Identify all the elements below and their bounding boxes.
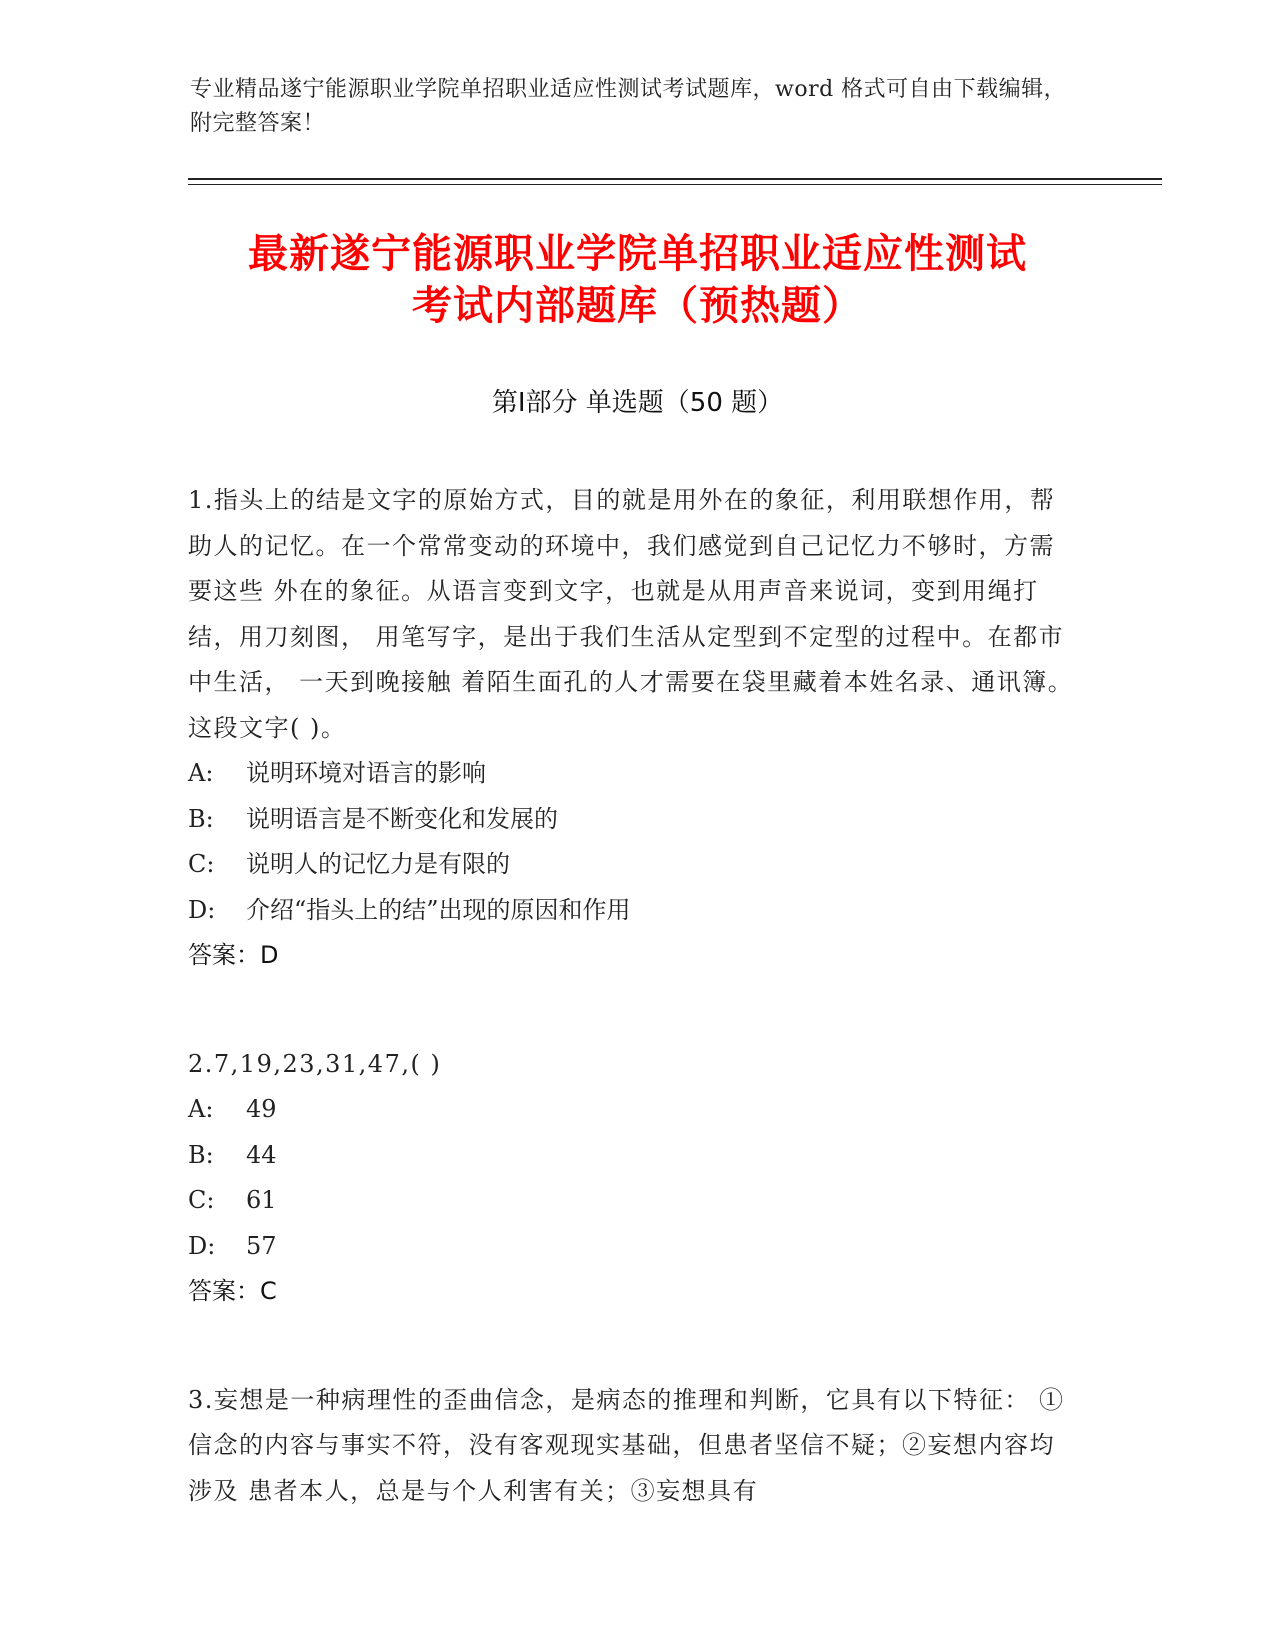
option-c [188, 842, 1078, 888]
option-b [188, 1133, 1078, 1179]
option-text: 49 [246, 1095, 277, 1123]
option-text: 57 [246, 1231, 277, 1260]
option-key: D: [188, 895, 216, 924]
option-key: A: [188, 759, 214, 787]
option-key: D: [188, 1231, 216, 1260]
option-text: 说明语言是不断变化和发展的 [246, 804, 558, 833]
title-line-1: 最新遂宁能源职业学院单招职业适应性测试 [248, 231, 1027, 277]
question-list [188, 478, 1078, 1514]
option-text: 介绍“指头上的结”出现的原因和作用 [246, 895, 631, 924]
option-key: C: [188, 850, 215, 878]
option-b [188, 797, 1078, 843]
option-text: 说明环境对语言的影响 [246, 759, 486, 787]
question-stem: 1.指头上的结是文字的原始方式，目的就是用外在的象征，利用联想作用，帮 助人的记忆。在一个常常变动的环境中，我们感觉到自己记忆力不够时，方需要这些 外在的象征。从语言变到文字，也就是从用声音来说词，变到用绳打结，用刀刻图， 用笔写字，是出于我们生活从定型到不定型的过程中。在都市中生活， 一天到晚接触 着陌生面孔的人才需要在袋里藏着本姓名录、通讯簿。这段文字( )。 [188, 486, 1074, 742]
question-stem: 2.7,19,23,31,47,( ) [188, 1049, 442, 1078]
option-text: 44 [246, 1140, 277, 1169]
option-text: 说明人的记忆力是有限的 [246, 850, 510, 878]
option-key: B: [188, 804, 214, 833]
option-d [188, 1224, 1078, 1270]
header-note: 专业精品遂宁能源职业学院单招职业适应性测试考试题库，word 格式可自由下载编辑，附完整答案！ [190, 77, 1067, 136]
option-d [188, 888, 1078, 934]
header-rule-thin [188, 184, 1162, 185]
question-3 [188, 1378, 1078, 1515]
question-spacer [188, 1315, 1078, 1378]
document-title [120, 228, 1155, 332]
header-rule-thick [188, 178, 1162, 180]
title-line-2: 考试内部题库（预热题） [412, 283, 863, 329]
answer-line: 答案：C [188, 1277, 277, 1305]
answer-line: 答案：D [188, 941, 279, 969]
option-c [188, 1178, 1078, 1224]
question-spacer [188, 979, 1078, 1042]
option-text: 61 [246, 1186, 277, 1214]
option-a [188, 751, 1078, 797]
option-key: A: [188, 1095, 214, 1123]
option-key: C: [188, 1186, 215, 1214]
question-2 [188, 1042, 1078, 1315]
option-key: B: [188, 1140, 214, 1169]
option-a [188, 1087, 1078, 1133]
question-stem: 3.妄想是一种病理性的歪曲信念，是病态的推理和判断，它具有以下特征： ①信念的内容与事实不符，没有客观现实基础，但患者坚信不疑；②妄想内容均涉及 患者本人，总是与个人利害有关；③妄想具有 [188, 1385, 1065, 1505]
question-1 [188, 478, 1078, 979]
section-title: 第Ⅰ部分 单选题（50 题） [491, 388, 784, 418]
